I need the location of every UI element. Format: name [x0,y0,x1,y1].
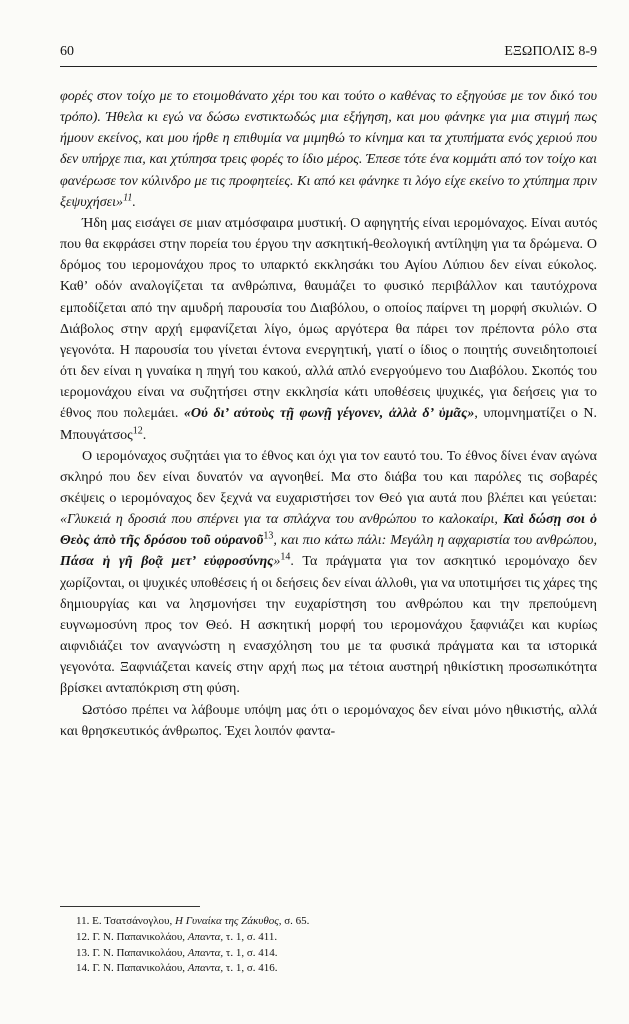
footnote-author: Ε. Τσατσάνογλου, [92,915,173,927]
footnote-divider [60,906,200,907]
footnote-title: Απαντα, [187,946,224,959]
footnote-ref: τ. 1, σ. 416. [225,962,278,975]
greek-quotation: Πάσα ἡ γῆ βοᾷ μετ’ εὐφροσύνης [60,554,274,570]
footnote-ref: τ. 1, σ. 411. [225,930,278,943]
footnote-author: Γ. Ν. Παπανικολάου, [92,962,186,975]
footnote-title: Απαντα, [187,930,224,943]
footnote-title: Η Γυναίκα της Ζάκυθος, [175,915,282,927]
footnote-ref-14: 14 [280,551,291,563]
quote-text: φορές στον τοίχο με το ετοιμοθάνατο χέρι του και τούτο ο καθένας το εξηγούσε με τον δικό του τρόπο). Ήθελα κι εγώ να δώσω ενστικτωδώς μια εξήγηση, και μου φάνηκε για μια στιγμή πως ήμουν εκείνος, και μου ήρθε η επιθυμία να μιμηθώ το κίνημα και τα χτυπήματα ενός χεριού που δεν υπήρχε πια, και χτύπησα τρεις φορές το ίδιο μέρος. Έπεσε τότε ένα κομμάτι από τον τοίχο και φανέρωσε τον κύλινδρο με τις προφητείες. Κι από κει φάνηκε τι λόγο είχε εκείνο το χτύπημα πριν ξεψυχήσει» [60,89,597,210]
paragraph [60,446,597,700]
paragraph-text: Ωστόσο πρέπει να λάβουμε υπόψη μας ότι ο ιερομόναχος δεν είναι μόνο ηθικιστής, αλλά και θρησκευτικός άνθρωπος. Έχει λοιπόν φαντα- [60,702,597,739]
footnote-author: Γ. Ν. Παπανικολάου, [92,930,186,943]
footnotes [76,914,597,977]
footnote-number: 11. [76,915,90,927]
footnote-ref: σ. 65. [284,915,310,927]
running-header [60,44,597,67]
paragraph-text: , υπομνηματίζει ο Ν. Μπουγάτσος [60,406,597,443]
footnote-ref-13: 13 [263,530,274,542]
page-number: 60 [60,44,74,59]
footnote-number: 14. [76,962,90,975]
footnote-ref-12: 12 [132,424,143,436]
paragraph-quote-continuation: φορές στον τοίχο με το ετοιμοθάνατο χέρι του και τούτο ο καθένας το εξηγούσε με τον δικό του τρόπο). Ήθελα κι εγώ να δώσω ενστικτωδώς μια εξήγηση, και μου φάνηκε για μια στιγμή πως ήμουν εκείνος, και μου ήρθε η επιθυμία να μιμηθώ το κίνημα και τα χτυπήματα ενός χεριού που δεν υπήρχε πια, και χτύπησα τρεις φορές το ίδιο μέρος. Έπεσε τότε ένα κομμάτι από τον τοίχο και φανέρωσε τον κύλινδρο με τις προφητείες. Κι από κει φάνηκε τι λόγο είχε εκείνο το χτύπημα πριν ξεψυχήσει»$^{11}$. [60,89,597,210]
quote-close: » [273,554,281,570]
footnote-number: 12. [76,930,90,943]
footnote [76,946,597,962]
main-text [60,86,597,742]
footnote-author: Γ. Ν. Παπανικολάου, [92,946,186,959]
paragraph-text: . Τα πράγματα για τον ασκητικό ιερομόναχο δεν χωρίζονται, οι ψυχικές υποθέσεις ή οι δεήσεις δεν είναι άλλοθι, για να υποτιμήσει τις χάρες της δημιουργίας και να λησμονήσει την ευχαρίστηση του ανθρώπου και την πρεπούμενη ευγνωμοσύνη προς τον Θεό. Η ασκητική μορφή του ιερομονάχου ξαφνιάζει και κυρίως αιφνιδιάζει τον αναγνώστη η ενασχόληση του με τα φυσικά πράγματα και τα ιστορικά γεγονότα. Ξαφνιάζεται κανείς στην αρχή πως μα τέτοια αυστηρή ηθικίστικη προσωπικότητα βρίσκει ανταπόκριση στη φύση. [60,554,597,697]
greek-quotation: «Οὐ δι’ αὐτοὺς τῇ φωνῇ γέγονεν, ἀλλὰ δ’ ὑμᾶς» [183,406,475,422]
footnote-title: Απαντα, [187,962,224,975]
paragraph-text: Ήδη μας εισάγει σε μιαν ατμόσφαιρα μυστική. Ο αφηγητής είναι ιερομόναχος. Είναι αυτός που θα εκφράσει στην πορεία του έργου την ασκητική-θεολογική αντίληψη για τα δρώμενα. Ο δρόμος του ιερομονάχου προς το υπαρκτό εκκλησάκι του Αγίου Λύπιου δεν είναι εύκολος. Καθ’ οδόν αναλογίζεται τα ανθρώπινα, θαυμάζει το φυσικό περιβάλλον και ταυτόχρονα εμποδίζεται από την αμυδρή παρουσία του Διαβόλου, ο οποίος παίρνει τη μορφή σκυλιών. Ο Διάβολος στην αρχή εμφανίζεται λίγο, όμως αργότερα θα πάρει τον πρέποντα ρόλο στα γεγονότα. Η παρουσία του γίνεται έντονα ενεργητική, γιατί ο ίδιος ο ποιητής συνειδητοποιεί ότι δεν είναι η γυναίκα η πηγή του κακού, αλλά απλό ενεργούμενο του Διαβόλου. Σκοπός του ιερομονάχου είναι να συζητήσει στην εκκλησία κάτι υποθέσεις ψυχικές, για δεήσεις για το έθνος που πολεμάει. [60,215,597,422]
footnote-ref-11: 11 [123,192,133,204]
paragraph: Ήδη μας εισάγει σε μιαν ατμόσφαιρα μυστική. Ο αφηγητής είναι ιερομόναχος. Είναι αυτός που θα εκφράσει στην πορεία του έργου την ασκητική-θεολογική αντίληψη για τα δρώμενα. Ο δρόμος του ιερομονάχου προς το υπαρκτό εκκλησάκι του Αγίου Λύπιου δεν είναι εύκολος. Καθ’ οδόν αναλογίζεται τα ανθρώπινα, θαυμάζει το φυσικό περιβάλλον και ταυτόχρονα εμποδίζεται από την αμυδρή παρουσία του Διαβόλου, ο οποίος παίρνει τη μορφή σκυλιών. Ο Διάβολος στην αρχή εμφανίζεται λίγο, όμως αργότερα θα πάρει τον πρέποντα ρόλο στα γεγονότα. Η παρουσία του γίνεται έντονα ενεργητική, γιατί ο ίδιος ο ποιητής συνειδητοποιεί ότι δεν είναι η γυναίκα η πηγή του κακού, αλλά απλό ενεργούμενο του Διαβόλου. Σκοπός του ιερομονάχου είναι να συζητήσει στην εκκλησία κάτι υποθέσεις ψυχικές, για δεήσεις για το έθνος που πολεμάει. «Οὐ δι’ αὐτοὺς τῇ φωνῇ γέγονεν, ἀλλὰ δ’ ὑμᾶς», υπομνηματίζει ο Ν. Μπουγάτσος$^{12}$. [60,215,597,443]
footnote [76,930,597,946]
footnote-number: 13. [76,946,90,959]
paragraph-text: Ο ιερομόναχος συζητάει για το έθνος και όχι για τον εαυτό του. Το έθνος δίνει έναν αγώνα σκληρό που δεν είναι δυνατόν να αγνοηθεί. Μα στο διάβα του και παρόλες τις σοβαρές σκέψεις ο ιερομόναχος δεν ξεχνά να ευχαριστήσει τον Θεό για αυτά που βλέπει και γεύεται: [60,448,597,506]
paragraph [60,700,597,742]
journal-title: ΕΞΩΠΟΛΙΣ 8-9 [504,44,597,59]
quotation: , και πιο κάτω πάλι: Μεγάλη η αφχαριστία του ανθρώπου, [273,533,597,549]
footnote [76,914,597,930]
footnote-ref: τ. 1, σ. 414. [225,946,278,959]
footnote [76,961,597,977]
greek-quotation: Καὶ δώσῃ σοι ὁ Θεὸς ἀπὸ τῆς δρόσου τοῦ οὐρανοῦ [60,512,597,549]
quotation: «Γλυκειά η δροσιά που σπέρνει για τα σπλάχνα του ανθρώπου το καλοκαίρι, [60,512,498,528]
